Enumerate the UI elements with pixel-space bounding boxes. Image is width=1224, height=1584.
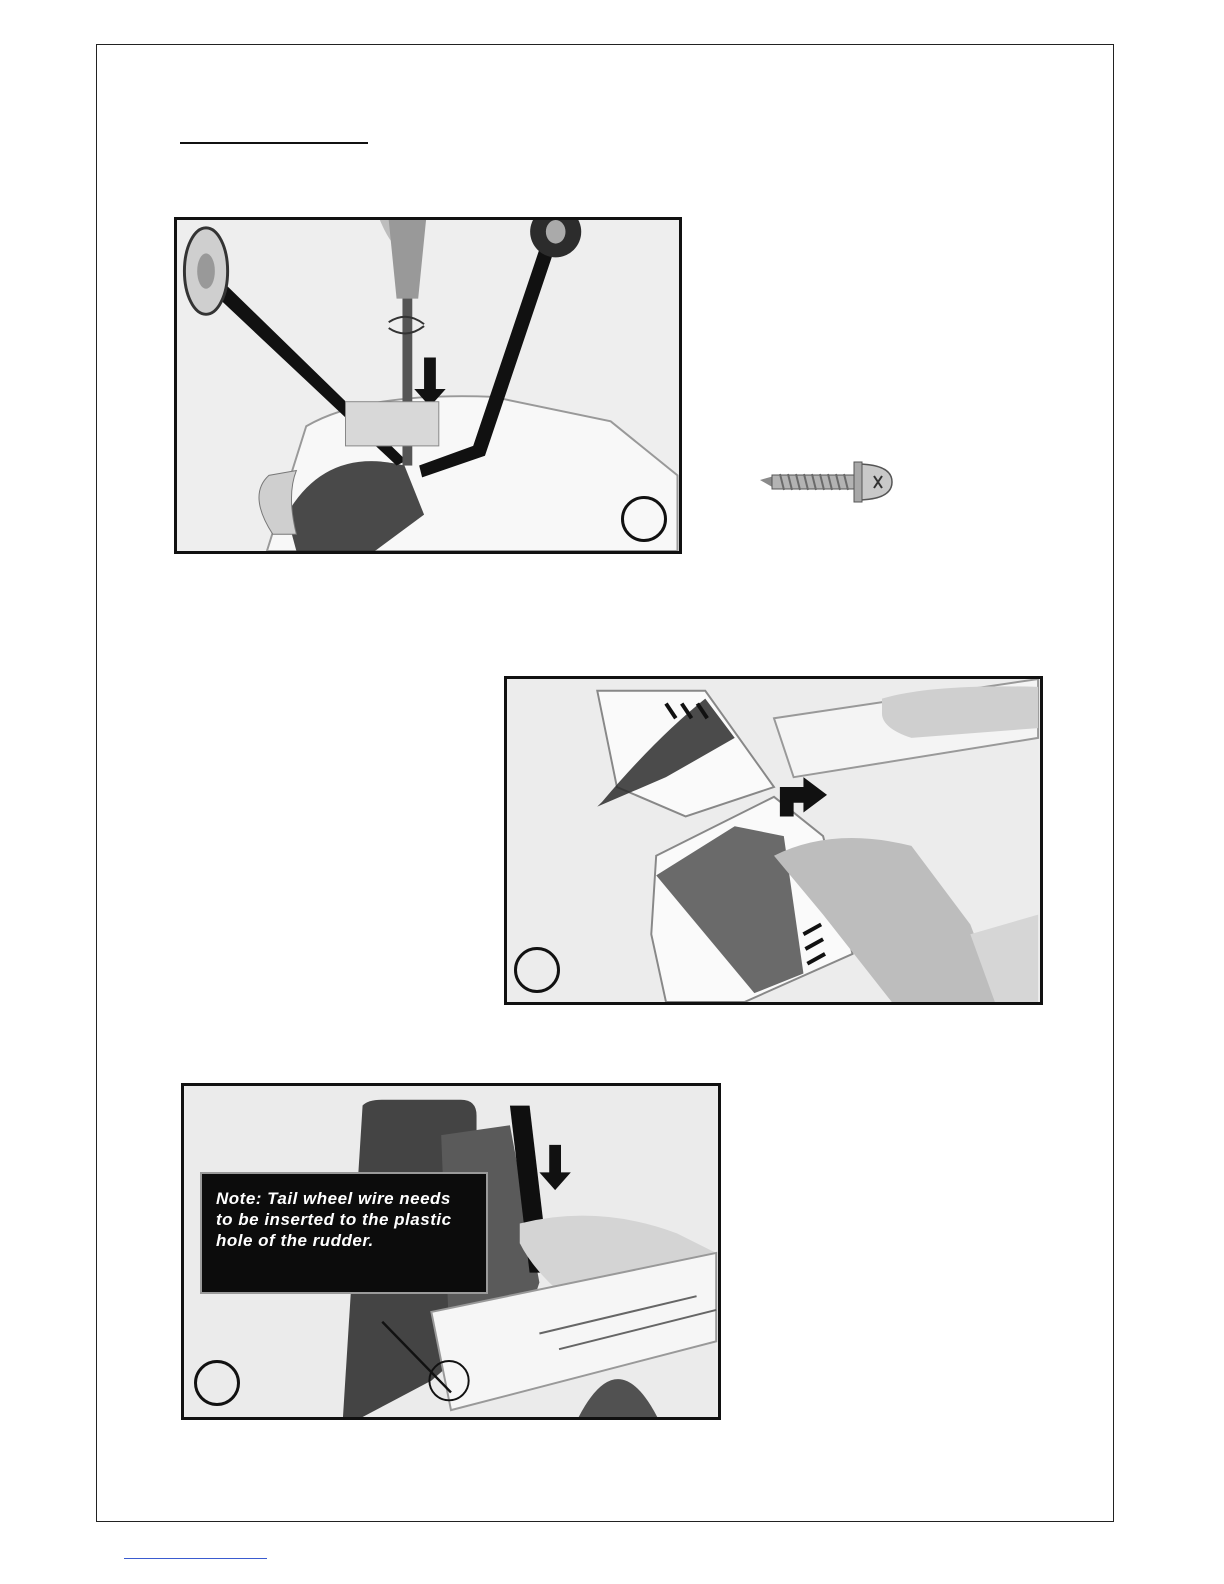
landing-gear-illustration [177, 220, 679, 551]
landing-gear-photo [174, 217, 682, 554]
step-marker-circle [621, 496, 667, 542]
note-text-line: Note: Tail wheel wire needs [216, 1189, 451, 1208]
stabilizer-photo [504, 676, 1043, 1005]
note-text-line: to be inserted to the plastic [216, 1210, 452, 1229]
heading-underline [180, 142, 368, 144]
step-marker-circle [194, 1360, 240, 1406]
footer-link-underline[interactable] [124, 1558, 267, 1559]
step-marker-circle [514, 947, 560, 993]
screw-icon [756, 452, 896, 512]
stabilizer-illustration [507, 679, 1040, 1002]
note-text-line: hole of the rudder. [216, 1231, 374, 1250]
note-callout [200, 1172, 488, 1294]
rudder-photo [181, 1083, 721, 1420]
